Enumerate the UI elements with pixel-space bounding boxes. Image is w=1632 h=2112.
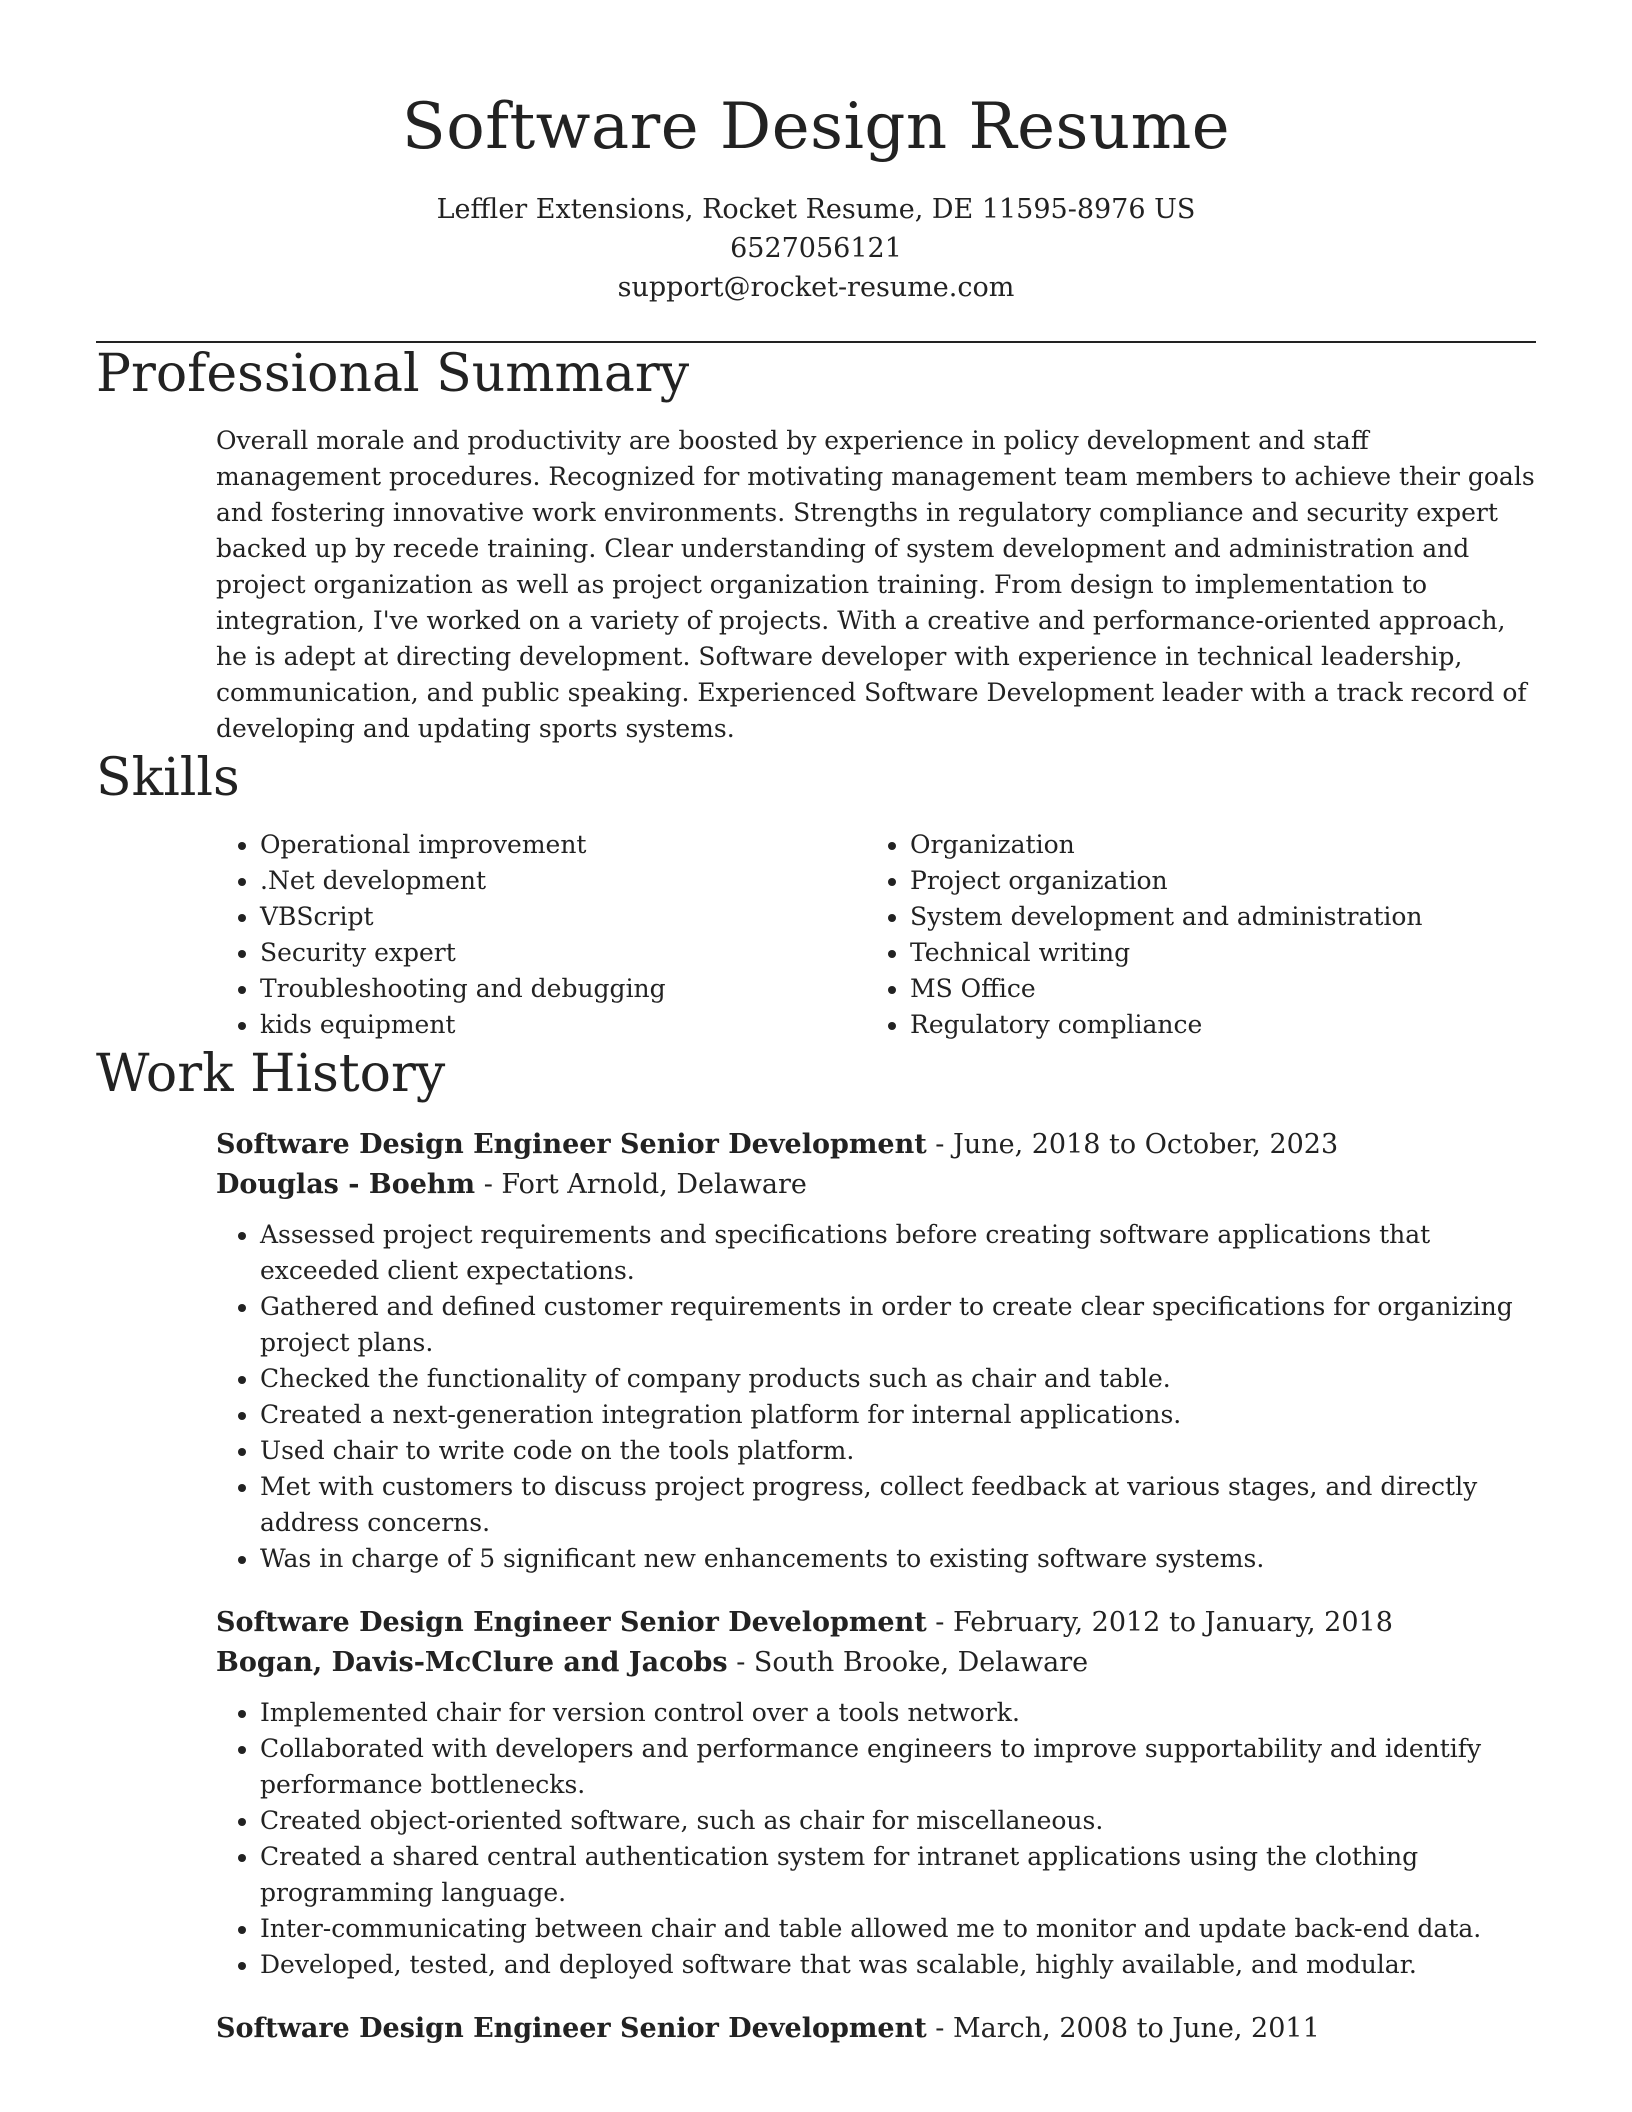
job-dates: - March, 2008 to June, 2011 xyxy=(926,2013,1320,2044)
skills-heading: Skills xyxy=(96,748,240,808)
skill-item: • System development and administration xyxy=(910,899,1516,935)
job-company: Bogan, Davis-McClure and Jacobs xyxy=(216,1647,728,1678)
job-title-line xyxy=(216,1603,1536,1643)
skill-item: • Regulatory compliance xyxy=(910,1007,1516,1043)
job-bullet: • Inter-communicating between chair and table allowed me to monitor and update back-end data. xyxy=(260,1911,1536,1947)
job-dates: - June, 2018 to October, 2023 xyxy=(926,1129,1339,1160)
job-bullets xyxy=(216,1695,1536,1983)
skill-item: • Security expert xyxy=(260,935,866,971)
job-bullet: • Implemented chair for version control over a tools network. xyxy=(260,1695,1536,1731)
job-bullet: • Assessed project requirements and specifications before creating software applications that exceeded client expectations. xyxy=(260,1217,1536,1289)
resume-header xyxy=(96,0,1536,307)
job-bullet: • Created object-oriented software, such as chair for miscellaneous. xyxy=(260,1803,1536,1839)
job-bullets xyxy=(216,1217,1536,1577)
summary-text: Overall morale and productivity are boosted by experience in policy development and staff management procedures. Recognized for motivating management team members to achieve their goals and fostering innovative work environments. Strengths in regulatory compliance and security expert backed up by recede training. Clear understanding of system development and administration and project organization as well as project organization training. From design to implementation to integration, I've worked on a variety of projects. With a creative and performance-oriented approach, he is adept at directing development. Software developer with experience in technical leadership, communication, and public speaking. Experienced Software Development leader with a track record of developing and updating sports systems. xyxy=(216,426,1535,743)
skill-item: • Troubleshooting and debugging xyxy=(260,971,866,1007)
job-dates: - February, 2012 to January, 2018 xyxy=(926,1607,1393,1638)
skill-item: • Technical writing xyxy=(910,935,1516,971)
job-bullet: • Met with customers to discuss project progress, collect feedback at various stages, and directly address concerns. xyxy=(260,1469,1536,1541)
job-bullet: • Created a next-generation integration platform for internal applications. xyxy=(260,1397,1536,1433)
job-location: - South Brooke, Delaware xyxy=(727,1647,1089,1678)
job-company-line xyxy=(216,1643,1536,1683)
skill-item: • Project organization xyxy=(910,863,1516,899)
contact-email: support@rocket-resume.com xyxy=(617,272,1015,303)
job-role: Software Design Engineer Senior Development xyxy=(216,2013,927,2044)
job-bullet: • Developed, tested, and deployed software that was scalable, highly available, and modular. xyxy=(260,1947,1536,1983)
job-role: Software Design Engineer Senior Development xyxy=(216,1129,927,1160)
job-company: Douglas - Boehm xyxy=(216,1169,476,1200)
summary-heading: Professional Summary xyxy=(96,344,690,404)
job-title-line xyxy=(216,2009,1536,2049)
contact-phone: 6527056121 xyxy=(730,233,902,264)
resume-name: Software Design Resume xyxy=(401,90,1231,164)
work-history-heading: Work History xyxy=(96,1044,446,1104)
job-entry xyxy=(216,1125,1536,1577)
job-title-line xyxy=(216,1125,1536,1165)
job-entry xyxy=(216,2009,1536,2049)
skill-item: • Organization xyxy=(910,827,1516,863)
resume-page xyxy=(96,0,1536,2049)
job-bullet: • Used chair to write code on the tools platform. xyxy=(260,1433,1536,1469)
job-location: - Fort Arnold, Delaware xyxy=(475,1169,807,1200)
job-bullet: • Gathered and defined customer requirements in order to create clear specifications for organizing project plans. xyxy=(260,1289,1536,1361)
skill-item: • kids equipment xyxy=(260,1007,866,1043)
skill-item: • .Net development xyxy=(260,863,866,899)
job-bullet: • Created a shared central authentication system for intranet applications using the clothing programming language. xyxy=(260,1839,1536,1911)
skills-list-right xyxy=(866,827,1516,1043)
skills-list-left xyxy=(216,827,866,1043)
job-company-line xyxy=(216,1165,1536,1205)
contact-address: Leffler Extensions, Rocket Resume, DE 11595-8976 US xyxy=(436,194,1196,225)
skill-item: • MS Office xyxy=(910,971,1516,1007)
job-role: Software Design Engineer Senior Development xyxy=(216,1607,927,1638)
contact-info xyxy=(96,190,1536,307)
job-bullet: • Checked the functionality of company products such as chair and table. xyxy=(260,1361,1536,1397)
job-bullet: • Was in charge of 5 significant new enhancements to existing software systems. xyxy=(260,1541,1536,1577)
skills-column-left xyxy=(216,827,866,1043)
skills-grid xyxy=(216,827,1536,1043)
skill-item: • Operational improvement xyxy=(260,827,866,863)
job-entry xyxy=(216,1603,1536,1983)
skills-column-right xyxy=(866,827,1516,1043)
job-bullet: • Collaborated with developers and performance engineers to improve supportability and identify performance bottlenecks. xyxy=(260,1731,1536,1803)
skill-item: • VBScript xyxy=(260,899,866,935)
